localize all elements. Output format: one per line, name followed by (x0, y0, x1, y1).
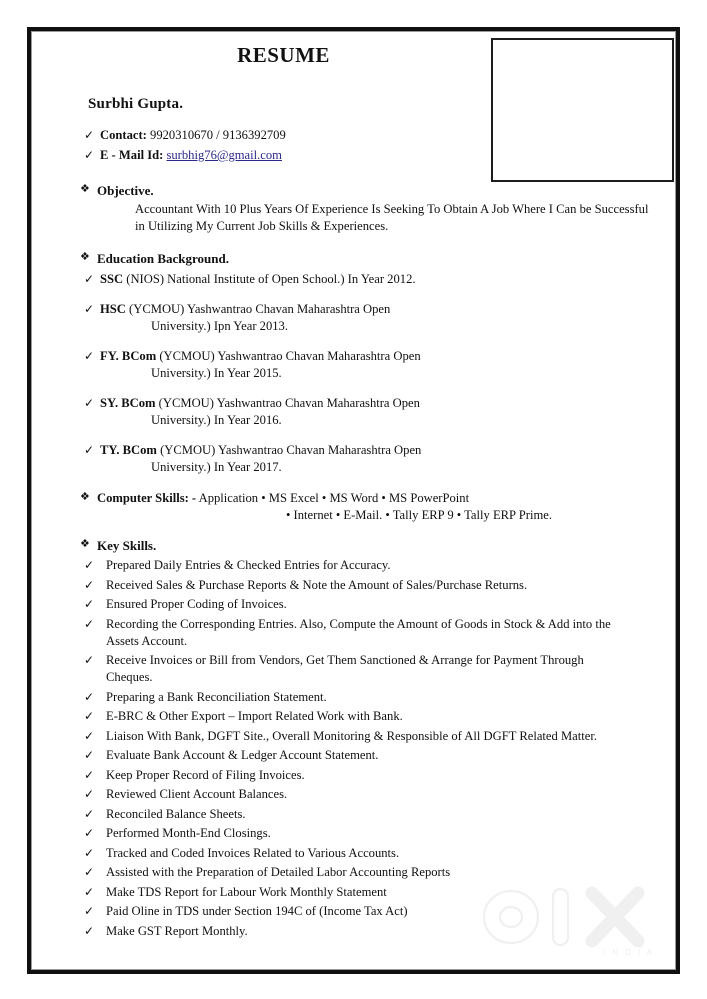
candidate-name: Surbhi Gupta. (88, 96, 184, 112)
check-icon: ✓ (84, 616, 95, 631)
education-heading: Education Background. (97, 250, 229, 266)
objective-heading-row (56, 182, 661, 200)
check-icon: ✓ (84, 597, 95, 612)
education-entry-text (100, 442, 661, 459)
key-skill-text: Evaluate Bank Account & Ledger Account Statement. (106, 748, 379, 763)
key-skill-text: Make TDS Report for Labour Work Monthly Statement (106, 884, 387, 899)
key-skill-item (56, 864, 661, 881)
key-skill-item (56, 845, 661, 862)
check-icon: ✓ (84, 767, 95, 782)
key-skill-item (56, 596, 661, 613)
computer-skills-line1 (97, 490, 661, 507)
check-icon: ✓ (84, 128, 95, 142)
computer-skills-heading: Computer Skills: - (97, 491, 197, 506)
education-degree: FY. BCom (100, 349, 157, 364)
computer-skills-apps: Application • MS Excel • MS Word • MS PowerPoint (196, 491, 470, 506)
key-skill-item (56, 616, 661, 650)
key-skill-item (56, 903, 661, 920)
computer-skills-heading-row (56, 490, 661, 507)
key-skill-text: Reviewed Client Account Balances. (106, 787, 288, 802)
check-icon: ✓ (84, 349, 95, 364)
key-skill-text: Performed Month-End Closings. (106, 826, 271, 841)
check-icon: ✓ (84, 653, 95, 668)
key-skill-item (56, 747, 661, 764)
check-icon: ✓ (84, 748, 95, 763)
key-skill-item (56, 884, 661, 901)
check-icon: ✓ (84, 826, 95, 841)
education-degree: HSC (100, 302, 126, 317)
key-skills-list (56, 557, 661, 940)
key-skill-item (56, 708, 661, 725)
watermark-sub-label: I N D I A (603, 948, 655, 957)
education-continuation: University.) In Year 2016. (151, 413, 282, 428)
computer-skills-line2: • Internet • E-Mail. • Tally ERP 9 • Tally ERP Prime. (286, 508, 552, 523)
key-skill-text: Recording the Corresponding Entries. Also, Compute the Amount of Goods in Stock & Add into the Assets Account. (106, 616, 611, 648)
education-entry-text (100, 301, 661, 318)
contact-label: Contact: (100, 128, 147, 142)
check-icon: ✓ (84, 728, 95, 743)
education-detail: (NIOS) National Institute of Open School.) In Year 2012. (123, 272, 416, 287)
email-label: E - Mail Id: (100, 148, 164, 162)
key-skill-item (56, 577, 661, 594)
education-detail: (YCMOU) Yashwantrao Chavan Maharashtra Open (155, 396, 420, 411)
key-skill-item (56, 786, 661, 803)
key-skill-text: Received Sales & Purchase Reports & Note the Amount of Sales/Purchase Returns. (106, 577, 528, 592)
objective-body: Accountant With 10 Plus Years Of Experience Is Seeking To Obtain A Job Where I Can be Successful in Utilizing My Current Job Skills & Experiences. (135, 201, 649, 234)
education-continuation: University.) In Year 2017. (151, 460, 282, 475)
education-entry (56, 271, 661, 288)
key-skill-text: Assisted with the Preparation of Detailed Labor Accounting Reports (106, 865, 451, 880)
education-degree: SY. BCom (100, 396, 156, 411)
key-skill-text: Receive Invoices or Bill from Vendors, Get Them Sanctioned & Arrange for Payment Through Cheques. (106, 653, 584, 685)
key-skill-item (56, 825, 661, 842)
education-continuation: University.) In Year 2015. (151, 366, 282, 381)
key-skill-text: Preparing a Bank Reconciliation Statement. (106, 689, 327, 704)
resume-page-border (27, 27, 680, 974)
key-skill-text: Keep Proper Record of Filing Invoices. (106, 767, 305, 782)
key-skills-heading-row (56, 537, 661, 555)
key-skill-item (56, 557, 661, 574)
check-icon: ✓ (84, 689, 95, 704)
key-skill-text: Paid Oline in TDS under Section 194C of (Income Tax Act) (106, 904, 408, 919)
education-heading-row (56, 250, 661, 268)
education-detail: (YCMOU) Yashwantrao Chavan Maharashtra Open (156, 349, 421, 364)
key-skill-text: Make GST Report Monthly. (106, 923, 248, 938)
check-icon: ✓ (84, 148, 95, 162)
education-entry (56, 301, 661, 318)
key-skill-text: Reconciled Balance Sheets. (106, 806, 246, 821)
education-degree: TY. BCom (100, 443, 157, 458)
key-skill-item (56, 652, 661, 686)
check-icon: ✓ (84, 884, 95, 899)
check-icon: ✓ (84, 806, 95, 821)
check-icon: ✓ (84, 577, 95, 592)
key-skill-item (56, 689, 661, 706)
key-skill-text: Liaison With Bank, DGFT Site., Overall Monitoring & Responsible of All DGFT Related Matter. (106, 728, 597, 743)
diamond-bullet-icon: ❖ (80, 491, 90, 504)
check-icon: ✓ (84, 272, 95, 287)
education-entry (56, 348, 661, 365)
diamond-bullet-icon: ❖ (80, 538, 90, 551)
diamond-bullet-icon: ❖ (80, 250, 90, 263)
education-entry (56, 442, 661, 459)
check-icon: ✓ (84, 845, 95, 860)
key-skill-text: Tracked and Coded Invoices Related to Various Accounts. (106, 845, 400, 860)
key-skill-item (56, 923, 661, 940)
contact-phone-value: 9920310670 / 9136392709 (150, 128, 286, 142)
education-detail: (YCMOU) Yashwantrao Chavan Maharashtra Open (156, 443, 422, 458)
check-icon: ✓ (84, 904, 95, 919)
key-skill-item (56, 767, 661, 784)
check-icon: ✓ (84, 443, 95, 458)
education-entry-text (100, 271, 661, 288)
education-degree: SSC (100, 272, 124, 287)
check-icon: ✓ (84, 923, 95, 938)
check-icon: ✓ (84, 865, 95, 880)
key-skills-heading: Key Skills. (97, 538, 157, 554)
objective-heading: Objective. (97, 183, 154, 198)
key-skill-text: Prepared Daily Entries & Checked Entries for Accuracy. (106, 558, 391, 573)
key-skill-item (56, 806, 661, 823)
check-icon: ✓ (84, 302, 95, 317)
check-icon: ✓ (84, 787, 95, 802)
education-entry-text (100, 395, 661, 412)
email-link[interactable]: surbhig76@gmail.com (166, 148, 282, 162)
key-skill-item (56, 728, 661, 745)
check-icon: ✓ (84, 709, 95, 724)
education-entry (56, 395, 661, 412)
resume-page (31, 31, 676, 970)
photo-placeholder-box (491, 38, 674, 182)
check-icon: ✓ (84, 558, 95, 573)
diamond-bullet-icon: ❖ (80, 183, 90, 195)
page-title: RESUME (237, 43, 330, 67)
check-icon: ✓ (84, 396, 95, 411)
key-skill-text: E-BRC & Other Export – Import Related Work with Bank. (106, 709, 403, 724)
education-entry-text (100, 348, 661, 365)
education-detail: (YCMOU) Yashwantrao Chavan Maharashtra Open (125, 302, 391, 317)
key-skill-text: Ensured Proper Coding of Invoices. (106, 597, 287, 612)
education-continuation: University.) Ipn Year 2013. (151, 319, 288, 334)
